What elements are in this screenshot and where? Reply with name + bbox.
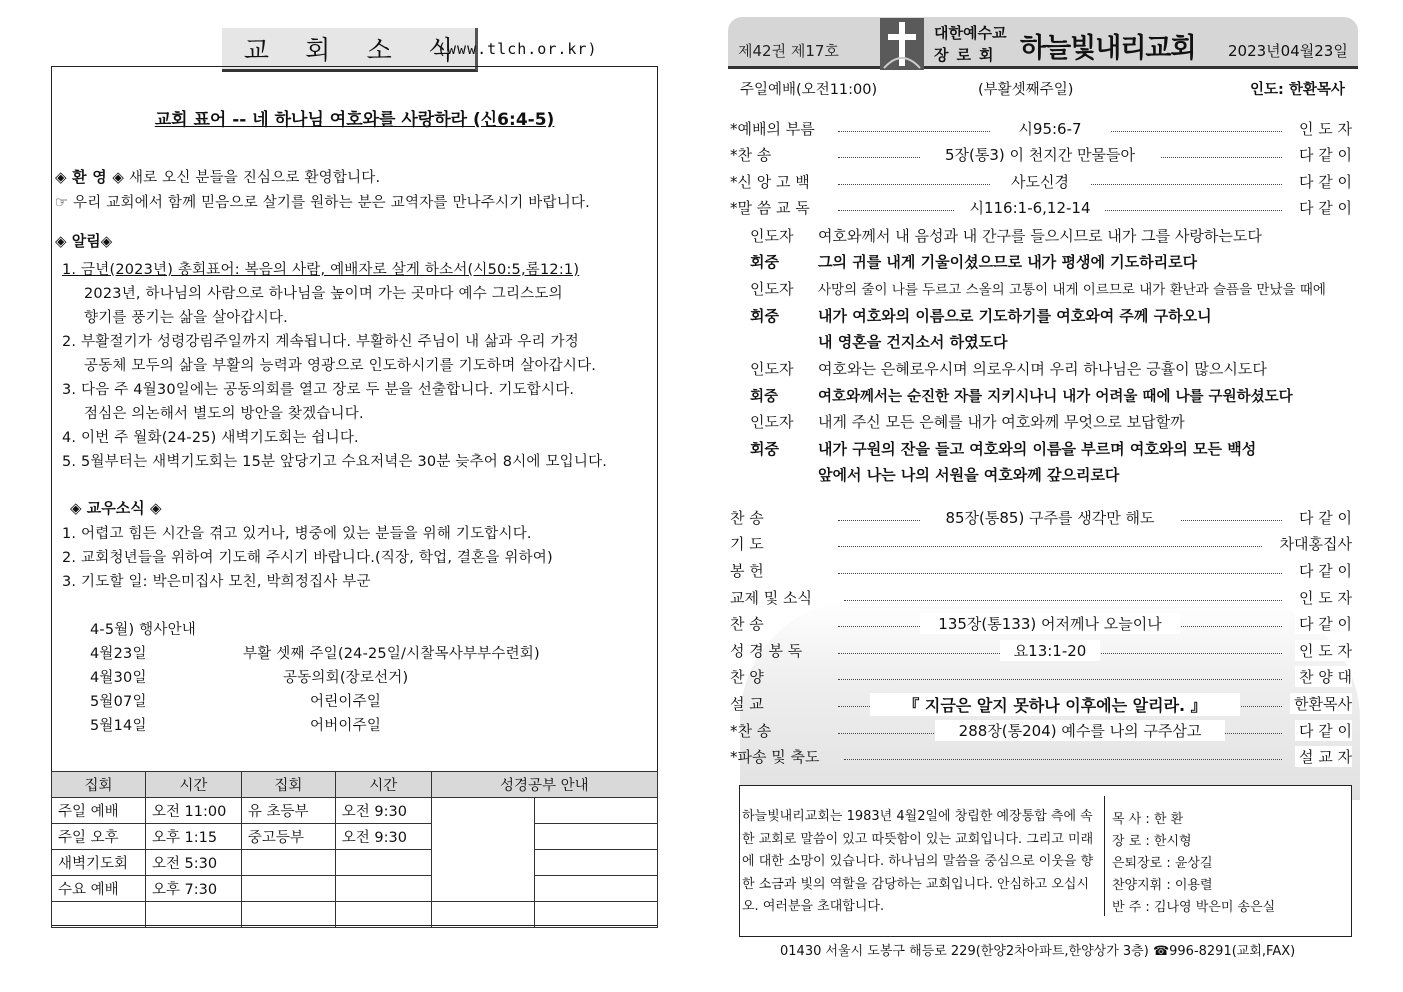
order-row bbox=[730, 640, 1352, 662]
service-time: 주일예배(오전11:00) bbox=[740, 82, 878, 98]
notice-line: 1. 금년(2023년) 총회표어: 복음의 사람, 예배자로 살게 하소서(시50:5,롬12:1) bbox=[62, 262, 580, 278]
church-intro: 하늘빛내리교회는 1983년 4월2일에 창립한 예장통합 측에 속한 교회로 말씀이 있고 따뜻함이 있는 교회입니다. 그리고 미래에 대한 소망이 있습니다. 하나님의 말씀을 중심으로 이웃을 향한 소금과 빛의 역할을 감당하는 교회입니다. 안심하고 오십시오. 여러분을 초대합니다. bbox=[742, 809, 1094, 914]
event-desc: 공동의회(장로선거) bbox=[283, 670, 409, 686]
cell bbox=[335, 902, 431, 928]
notice-line: 점심은 의논해서 별도의 방안을 찾겠습니다. bbox=[84, 406, 364, 422]
volume-number: 제42권 제17호 bbox=[738, 42, 839, 60]
order-label: *말 씀 교 독 bbox=[730, 199, 810, 217]
order-detail: 시116:1-6,12-14 bbox=[955, 197, 1105, 218]
event-date: 5월07일 bbox=[90, 694, 147, 710]
news-title: 교 회 소 식 bbox=[222, 28, 478, 72]
table-row bbox=[52, 850, 658, 876]
order-row bbox=[730, 118, 1352, 140]
welcome-section bbox=[55, 166, 590, 212]
table-row bbox=[52, 876, 658, 902]
col-header: 집회 bbox=[241, 772, 335, 798]
order-label: *신 앙 고 백 bbox=[730, 173, 810, 191]
cell: 오전 5:30 bbox=[145, 850, 241, 876]
order-row bbox=[730, 746, 1352, 768]
order-person: 다 같 이 bbox=[1295, 560, 1352, 581]
order-detail: 135장(통133) 어저께나 오늘이나 bbox=[920, 613, 1180, 634]
order-person: 다 같 이 bbox=[1295, 144, 1352, 165]
order-person: 차대홍집사 bbox=[1276, 533, 1352, 554]
responsive-line: 인도자 여호와는 은혜로우시며 의로우시며 우리 하나님은 긍휼이 많으시도다 bbox=[750, 360, 1267, 378]
order-row bbox=[730, 144, 1352, 166]
cell: 오후 7:30 bbox=[145, 876, 241, 902]
order-row bbox=[730, 533, 1352, 555]
responsive-line: 인도자 내게 주신 모든 은혜를 내가 여호와께 무엇으로 보답할까 bbox=[750, 413, 1185, 431]
order-row bbox=[730, 197, 1352, 219]
order-label: *파송 및 축도 bbox=[730, 748, 820, 766]
notice-line: 5. 5월부터는 새벽기도회는 15분 앞당기고 수요저녁은 30분 늦추어 8시에 모입니다. bbox=[62, 454, 608, 470]
table-row bbox=[52, 798, 658, 824]
bulletin-date: 2023년04월23일 bbox=[1228, 42, 1348, 60]
notice-line: 2. 부활절기가 성령강림주일까지 계속됩니다. 부활하신 주님이 내 삶과 우리 가정 bbox=[62, 334, 579, 350]
schedule-table bbox=[51, 771, 658, 928]
order-detail: 85장(통85) 구주를 생각만 해도 bbox=[920, 507, 1180, 528]
church-url[interactable]: (www.tlch.or.kr) bbox=[437, 40, 598, 58]
responsive-line: 앞에서 나는 나의 서원을 여호와께 갚으리로다 bbox=[818, 466, 1120, 484]
cell bbox=[52, 902, 146, 928]
order-person: 다 같 이 bbox=[1295, 197, 1352, 218]
order-detail: 288장(통204) 예수를 나의 구주삼고 bbox=[935, 720, 1225, 741]
order-person: 설 교 자 bbox=[1295, 746, 1352, 767]
cell bbox=[535, 902, 658, 928]
welcome-line2: ☞ 우리 교회에서 함께 믿음으로 살기를 원하는 분은 교역자를 만나주시기 바랍니다. bbox=[55, 195, 590, 211]
order-person: 다 같 이 bbox=[1295, 720, 1352, 741]
event-desc: 부활 셋째 주일(24-25일/시찰목사부부수련회) bbox=[243, 646, 540, 662]
order-label: *찬 송 bbox=[730, 722, 772, 740]
order-row bbox=[730, 507, 1352, 529]
order-row bbox=[730, 587, 1352, 609]
cell bbox=[535, 876, 658, 902]
col-header: 시간 bbox=[335, 772, 431, 798]
order-label: 성 경 봉 독 bbox=[730, 642, 803, 660]
order-label: 봉 헌 bbox=[730, 562, 764, 580]
order-person: 한환목사 bbox=[1290, 693, 1352, 714]
cell bbox=[431, 902, 535, 928]
cell bbox=[241, 902, 335, 928]
order-row bbox=[730, 171, 1352, 193]
order-person: 다 같 이 bbox=[1295, 171, 1352, 192]
order-detail: 시95:6-7 bbox=[990, 118, 1110, 139]
cell: 중고등부 bbox=[241, 824, 335, 850]
table-header-row bbox=[52, 772, 658, 798]
responsive-line: 회중 그의 귀를 내게 기울이셨으므로 내가 평생에 기도하리로다 bbox=[750, 253, 1198, 271]
welcome-heading: ◈ 환 영 ◈ bbox=[55, 168, 125, 186]
notice-line: 향기를 풍기는 삶을 살아갑시다. bbox=[84, 310, 288, 326]
member-line: 1. 어렵고 힘든 시간을 겪고 있거나, 병중에 있는 분들을 위해 기도합시다. bbox=[62, 526, 532, 542]
table-row bbox=[52, 824, 658, 850]
staff-line: 장 로 : 한시형 bbox=[1112, 834, 1192, 849]
church-name: 하늘빛내리교회 bbox=[1020, 33, 1196, 64]
order-row bbox=[730, 666, 1352, 688]
staff-line: 목 사 : 한 환 bbox=[1112, 812, 1184, 827]
church-motto: 교회 표어 -- 네 하나님 여호와를 사랑하라 (신6:4-5) bbox=[154, 110, 555, 130]
order-detail: 5장(통3) 이 천지간 만물들아 bbox=[920, 144, 1160, 165]
order-label: 찬 송 bbox=[730, 615, 764, 633]
welcome-text: 새로 오신 분들을 진심으로 환영합니다. bbox=[128, 170, 381, 186]
order-person: 인 도 자 bbox=[1295, 587, 1352, 608]
cell: 오전 11:00 bbox=[145, 798, 241, 824]
events-heading: 4-5월) 행사안내 bbox=[90, 622, 196, 638]
cell: 수요 예배 bbox=[52, 876, 146, 902]
notice-line: 2023년, 하나님의 사람으로 하나님을 높이며 가는 곳마다 예수 그리스도의 bbox=[84, 286, 563, 302]
cross-logo-icon bbox=[880, 18, 924, 74]
table-row bbox=[52, 902, 658, 928]
order-detail: 사도신경 bbox=[990, 171, 1090, 192]
event-desc: 어린이주일 bbox=[310, 694, 382, 710]
order-detail: 요13:1-20 bbox=[1000, 640, 1100, 661]
order-person: 인 도 자 bbox=[1295, 118, 1352, 139]
responsive-line: 인도자 사망의 줄이 나를 두르고 스올의 고통이 내게 이르므로 내가 환난과 슬픔을 만났을 때에 bbox=[750, 280, 1326, 298]
responsive-line: 회중 여호와께서는 순진한 자를 지키시나니 내가 어려울 때에 나를 구원하셨도다 bbox=[750, 389, 1293, 405]
notice-line: 4. 이번 주 월화(24-25) 새벽기도회는 쉽니다. bbox=[62, 430, 359, 446]
church-address: 01430 서울시 도봉구 해등로 229(한양2차아파트,한양상가 3층) ☎996-8291(교회,FAX) bbox=[780, 944, 1296, 959]
member-line: 2. 교회청년들을 위하여 기도해 주시기 바랍니다.(직장, 학업, 결혼을 위하여) bbox=[62, 550, 553, 566]
cell: 오후 1:15 bbox=[145, 824, 241, 850]
sermon-title: 『 지금은 알지 못하나 이후에는 알리라. 』 bbox=[870, 693, 1240, 716]
staff-line: 반 주 : 김나영 박은미 송은실 bbox=[1112, 900, 1276, 915]
notices-heading: ◈ 알림◈ bbox=[55, 232, 113, 250]
order-person: 다 같 이 bbox=[1295, 613, 1352, 634]
member-line: 3. 기도할 일: 박은미집사 모친, 박희정집사 부군 bbox=[62, 574, 371, 590]
order-person: 다 같 이 bbox=[1295, 507, 1352, 528]
responsive-line: 회중 내가 구원의 잔을 들고 여호와의 이름을 부르며 여호와의 모든 백성 bbox=[750, 440, 1257, 458]
order-label: *찬 송 bbox=[730, 146, 772, 164]
event-date: 4월23일 bbox=[90, 646, 147, 662]
cell bbox=[241, 876, 335, 902]
order-row bbox=[730, 720, 1352, 742]
col-header: 성경공부 안내 bbox=[431, 772, 657, 798]
info-divider bbox=[1104, 796, 1105, 916]
cell: 오전 9:30 bbox=[335, 798, 431, 824]
order-label: 기 도 bbox=[730, 535, 764, 553]
event-date: 5월14일 bbox=[90, 718, 147, 734]
denomination-line1: 대한예수교 bbox=[934, 24, 1007, 42]
cell: 새벽기도회 bbox=[52, 850, 146, 876]
cell bbox=[335, 876, 431, 902]
order-person: 인 도 자 bbox=[1295, 640, 1352, 661]
cell: 유 초등부 bbox=[241, 798, 335, 824]
order-row bbox=[730, 613, 1352, 635]
order-row bbox=[730, 693, 1352, 715]
members-heading: ◈ 교우소식 ◈ bbox=[70, 499, 162, 517]
order-label: 교제 및 소식 bbox=[730, 589, 812, 607]
notice-line: 3. 다음 주 4월30일에는 공동의회를 열고 장로 두 분을 선출합니다. 기도합시다. bbox=[62, 382, 575, 398]
order-row bbox=[730, 560, 1352, 582]
bible-study-cell bbox=[431, 798, 535, 902]
denomination-line2: 장로회 bbox=[934, 46, 1002, 64]
cell: 주일 예배 bbox=[52, 798, 146, 824]
order-label: *예배의 부름 bbox=[730, 120, 815, 138]
col-header: 시간 bbox=[145, 772, 241, 798]
cell: 주일 오후 bbox=[52, 824, 146, 850]
col-header: 집회 bbox=[52, 772, 146, 798]
sunday-name: (부활셋째주일) bbox=[978, 82, 1074, 98]
event-desc: 어버이주일 bbox=[310, 718, 382, 734]
cell: 오전 9:30 bbox=[335, 824, 431, 850]
order-label: 찬 송 bbox=[730, 509, 764, 527]
staff-line: 찬양지휘 : 이용렬 bbox=[1112, 878, 1213, 893]
notice-line: 공동체 모두의 삶을 부활의 능력과 영광으로 인도하시기를 기도하며 살아갑시다. bbox=[84, 358, 597, 374]
responsive-line: 내 영혼을 건지소서 하였도다 bbox=[818, 333, 1008, 351]
responsive-line: 인도자 여호와께서 내 음성과 내 간구를 들으시므로 내가 그를 사랑하는도다 bbox=[750, 227, 1262, 245]
staff-line: 은퇴장로 : 윤상길 bbox=[1112, 856, 1213, 871]
cell bbox=[145, 902, 241, 928]
responsive-line: 회중 내가 여호와의 이름으로 기도하기를 여호와여 주께 구하오니 bbox=[750, 307, 1212, 325]
cell bbox=[241, 850, 335, 876]
order-person: 찬 양 대 bbox=[1295, 666, 1352, 687]
order-label: 찬 양 bbox=[730, 668, 764, 686]
service-leader: 인도: 한환목사 bbox=[1250, 82, 1345, 98]
cell bbox=[335, 850, 431, 876]
cell bbox=[535, 824, 658, 850]
event-date: 4월30일 bbox=[90, 670, 147, 686]
cell bbox=[535, 850, 658, 876]
order-label: 설 교 bbox=[730, 695, 764, 713]
cell bbox=[535, 798, 658, 824]
